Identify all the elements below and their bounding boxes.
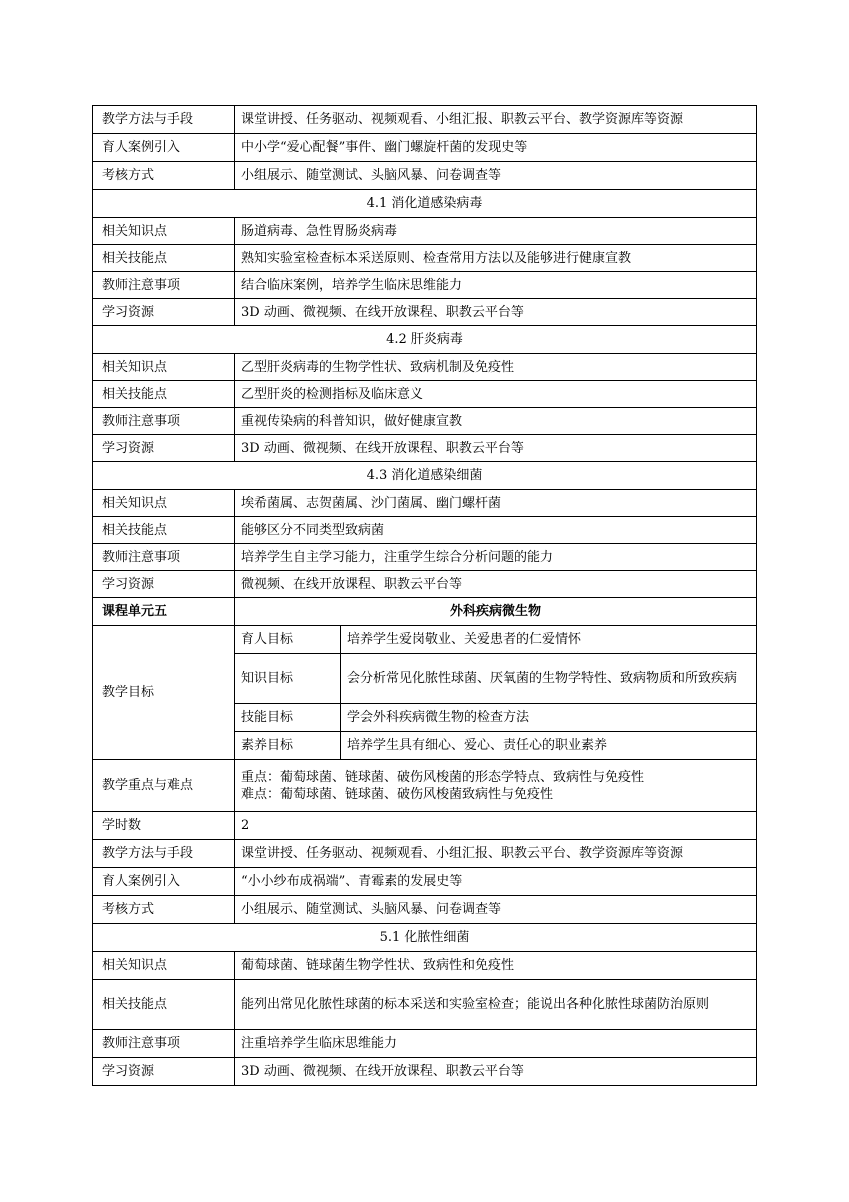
row-label: 教学方法与手段	[93, 106, 235, 134]
row-label: 相关知识点	[93, 952, 235, 980]
table-row	[93, 218, 757, 245]
table-row	[93, 272, 757, 299]
row-value: 3D 动画、微视频、在线开放课程、职教云平台等	[235, 435, 757, 462]
row-label: 育人案例引入	[93, 868, 235, 896]
row-label: 教师注意事项	[93, 544, 235, 571]
objective-label: 知识目标	[235, 654, 341, 704]
table-row	[93, 812, 757, 840]
table-row	[93, 760, 757, 812]
row-label: 相关技能点	[93, 381, 235, 408]
row-label: 相关知识点	[93, 354, 235, 381]
row-value: 注重培养学生临床思维能力	[235, 1030, 757, 1058]
row-label: 考核方式	[93, 162, 235, 190]
row-label: 教师注意事项	[93, 272, 235, 299]
section-title: 4.3 消化道感染细菌	[93, 462, 757, 490]
row-value: 小组展示、随堂测试、头脑风暴、问卷调查等	[235, 162, 757, 190]
table-row	[93, 544, 757, 571]
unit-label: 课程单元五	[93, 598, 235, 626]
table-row	[93, 896, 757, 924]
row-label: 相关技能点	[93, 980, 235, 1030]
table-row	[93, 381, 757, 408]
section-header-row	[93, 462, 757, 490]
table-row	[93, 245, 757, 272]
table-row	[93, 840, 757, 868]
row-label: 学习资源	[93, 299, 235, 326]
row-label: 学习资源	[93, 571, 235, 598]
row-value: 结合临床案例，培养学生临床思维能力	[235, 272, 757, 299]
key-point-text: 重点：葡萄球菌、链球菌、破伤风梭菌的形态学特点、致病性与免疫性	[241, 769, 645, 785]
row-label: 相关技能点	[93, 517, 235, 544]
section-header-row	[93, 924, 757, 952]
objective-label: 素养目标	[235, 732, 341, 760]
table-row	[93, 435, 757, 462]
row-label: 考核方式	[93, 896, 235, 924]
row-label: 相关知识点	[93, 218, 235, 245]
row-value: “小小纱布成祸端”、青霉素的发展史等	[235, 868, 757, 896]
curriculum-table	[92, 105, 757, 1086]
row-label: 学时数	[93, 812, 235, 840]
row-value: 乙型肝炎的检测指标及临床意义	[235, 381, 757, 408]
section-title: 5.1 化脓性细菌	[93, 924, 757, 952]
objective-label: 技能目标	[235, 704, 341, 732]
table-row	[93, 952, 757, 980]
table-row	[93, 490, 757, 517]
row-value: 课堂讲授、任务驱动、视频观看、小组汇报、职教云平台、教学资源库等资源	[235, 106, 757, 134]
row-value: 能列出常见化脓性球菌的标本采送和实验室检查；能说出各种化脓性球菌防治原则	[235, 980, 757, 1030]
section-header-row	[93, 190, 757, 218]
row-label: 相关知识点	[93, 490, 235, 517]
row-label: 教师注意事项	[93, 408, 235, 435]
row-value: 埃希菌属、志贺菌属、沙门菌属、幽门螺杆菌	[235, 490, 757, 517]
table-row	[93, 571, 757, 598]
row-value: 能够区分不同类型致病菌	[235, 517, 757, 544]
row-value: 小组展示、随堂测试、头脑风暴、问卷调查等	[235, 896, 757, 924]
objectives-label: 教学目标	[93, 626, 235, 760]
table-row	[93, 162, 757, 190]
table-row	[93, 980, 757, 1030]
row-label: 教师注意事项	[93, 1030, 235, 1058]
row-value: 3D 动画、微视频、在线开放课程、职教云平台等	[235, 1058, 757, 1086]
row-value: 重视传染病的科普知识，做好健康宣教	[235, 408, 757, 435]
section-title: 4.2 肝炎病毒	[93, 326, 757, 354]
row-value: 2	[235, 812, 757, 840]
table-row	[93, 106, 757, 134]
objective-row	[93, 626, 757, 654]
table-row	[93, 868, 757, 896]
row-label: 学习资源	[93, 1058, 235, 1086]
row-value: 葡萄球菌、链球菌生物学性状、致病性和免疫性	[235, 952, 757, 980]
row-label: 学习资源	[93, 435, 235, 462]
row-value: 课堂讲授、任务驱动、视频观看、小组汇报、职教云平台、教学资源库等资源	[235, 840, 757, 868]
unit-title: 外科疾病微生物	[235, 598, 757, 626]
row-value: 中小学“爱心配餐”事件、幽门螺旋杆菌的发现史等	[235, 134, 757, 162]
row-value: 肠道病毒、急性胃肠炎病毒	[235, 218, 757, 245]
table-row	[93, 299, 757, 326]
table-row	[93, 1030, 757, 1058]
table-row	[93, 408, 757, 435]
row-value: 培养学生自主学习能力，注重学生综合分析问题的能力	[235, 544, 757, 571]
table-row	[93, 1058, 757, 1086]
row-value: 乙型肝炎病毒的生物学性状、致病机制及免疫性	[235, 354, 757, 381]
difficulty-text: 难点：葡萄球菌、链球菌、破伤风梭菌致病性与免疫性	[241, 786, 554, 802]
section-title: 4.1 消化道感染病毒	[93, 190, 757, 218]
objective-value: 会分析常见化脓性球菌、厌氧菌的生物学特性、致病物质和所致疾病	[341, 654, 757, 704]
table-row	[93, 134, 757, 162]
key-difficulty-cell	[235, 760, 757, 812]
section-header-row	[93, 326, 757, 354]
row-label: 相关技能点	[93, 245, 235, 272]
unit-header-row	[93, 598, 757, 626]
row-value: 熟知实验室检查标本采送原则、检查常用方法以及能够进行健康宣教	[235, 245, 757, 272]
objective-value: 培养学生爱岗敬业、关爱患者的仁爱情怀	[341, 626, 757, 654]
row-label: 育人案例引入	[93, 134, 235, 162]
table-row	[93, 517, 757, 544]
row-label: 教学重点与难点	[93, 760, 235, 812]
objective-label: 育人目标	[235, 626, 341, 654]
objective-value: 培养学生具有细心、爱心、责任心的职业素养	[341, 732, 757, 760]
row-value: 3D 动画、微视频、在线开放课程、职教云平台等	[235, 299, 757, 326]
row-label: 教学方法与手段	[93, 840, 235, 868]
row-value: 微视频、在线开放课程、职教云平台等	[235, 571, 757, 598]
table-row	[93, 354, 757, 381]
objective-value: 学会外科疾病微生物的检查方法	[341, 704, 757, 732]
